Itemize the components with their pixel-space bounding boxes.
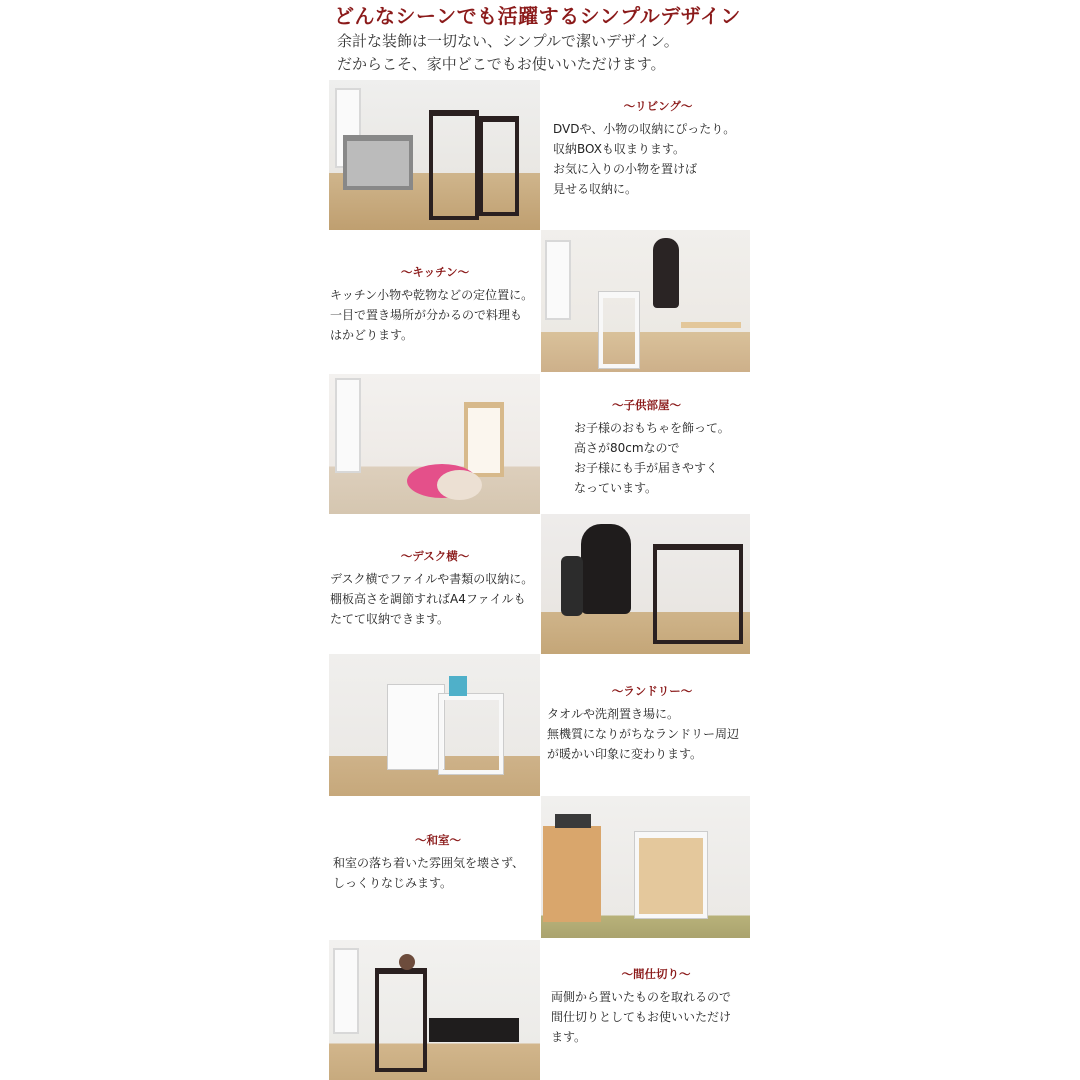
scene-line: デスク横でファイルや書類の収納に。 [330,572,534,586]
scene-title: ～和室～ [415,833,461,847]
subline-2: だからこそ、家中どこでもお使いいただけます。 [337,55,666,73]
laundry-photo [329,654,540,796]
scene-line: 収納BOXも収まります。 [553,142,685,156]
scene-line: はかどります。 [330,328,414,342]
partition-photo [329,940,540,1080]
scene-line: 間仕切りとしてもお使いいただけ [551,1010,732,1024]
scene-line: ます。 [551,1030,587,1044]
scene-line: DVDや、小物の収納にぴったり。 [553,122,736,136]
scene-line: 無機質になりがちなランドリー周辺 [547,727,740,741]
japanese-room-photo [541,796,750,938]
scene-laundry [547,683,757,764]
scene-line: 見せる収納に。 [553,182,638,196]
scene-line: たてて収納できます。 [330,612,450,626]
scene-line: 一目で置き場所が分かるので料理も [330,308,523,322]
scene-line: 棚板高さを調節すればA4ファイルも [330,592,526,606]
scene-title: ～キッチン～ [400,265,470,279]
scene-japanese-room [333,832,543,893]
subline-1: 余計な装飾は一切ない、シンプルで潔いデザイン。 [337,32,679,50]
scene-line: お気に入りの小物を置けば [553,162,698,176]
scene-line: 高さが80cmなので [574,441,680,455]
scene-living [553,98,763,199]
scene-line: 両側から置いたものを取れるので [551,990,732,1004]
scene-title: ～ランドリー～ [611,684,693,698]
scene-title: ～リビング～ [623,99,693,113]
scene-line: なっています。 [574,481,658,495]
living-photo [329,80,540,230]
scene-desk-side [330,548,540,629]
scene-title: ～子供部屋～ [612,398,681,412]
desk-photo [541,514,750,654]
scene-title: ～間仕切り～ [621,967,691,981]
scene-title: ～デスク横～ [400,549,470,563]
headline: どんなシーンでも活躍するシンプルデザイン [334,4,741,28]
kitchen-photo [541,230,750,372]
kids-room-photo [329,374,540,514]
scene-kids-room [574,397,784,498]
scene-line: しっくりなじみます。 [333,876,453,890]
scene-line: お子様のおもちゃを飾って。 [574,421,730,435]
scene-line: お子様にも手が届きやすく [574,461,719,475]
scene-line: 和室の落ち着いた雰囲気を壊さず、 [333,856,525,870]
scene-line: が暖かい印象に変わります。 [547,747,703,761]
scene-line: タオルや洗剤置き場に。 [547,707,680,721]
scene-partition [551,966,761,1047]
scene-kitchen [330,264,540,345]
scene-line: キッチン小物や乾物などの定位置に。 [330,288,534,302]
